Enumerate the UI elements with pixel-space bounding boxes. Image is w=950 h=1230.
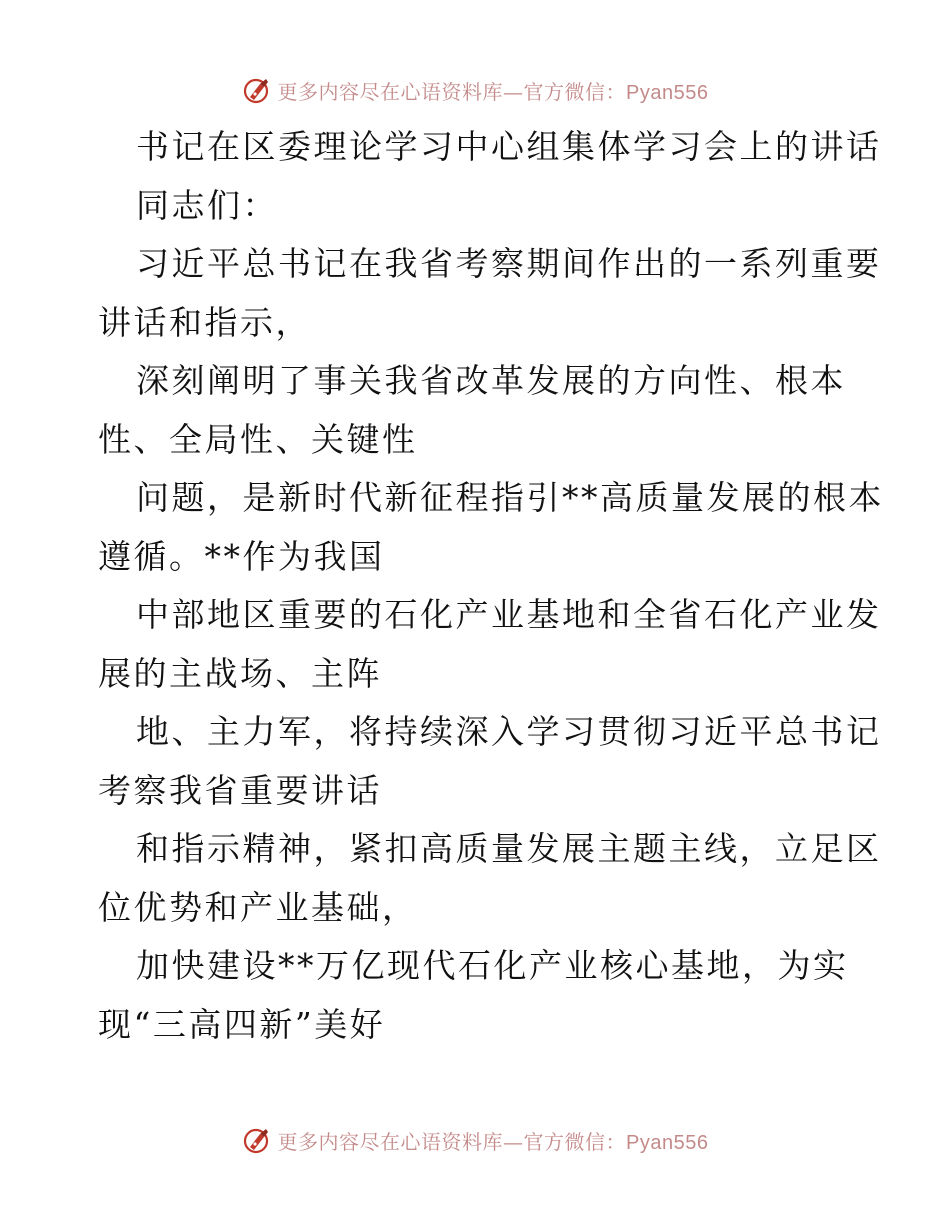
paragraph-line: 书记在区委理论学习中心组集体学习会上的讲话 <box>136 127 882 166</box>
banner-text <box>278 76 709 105</box>
paragraph-line: 遵循。**作为我国 <box>98 536 385 576</box>
paragraph-line: 中部地区重要的石化产业基地和全省石化产业发 <box>136 595 882 634</box>
banner-site-text: 更多内容尽在心语资料库 <box>277 79 504 104</box>
paragraph-line: 考察我省重要讲话 <box>98 770 382 810</box>
paragraph-line: 讲话和指示， <box>98 302 311 342</box>
paragraph-line: 习近平总书记在我省考察期间作出的一系列重要 <box>136 244 882 283</box>
banner-contact-label: 官方微信： <box>523 1129 627 1154</box>
document-body <box>98 118 884 1054</box>
banner-contact-id: Pyan556 <box>626 1131 709 1154</box>
pen-nib-logo-icon <box>242 1125 272 1155</box>
paragraph-line: 位优势和产业基础， <box>98 887 418 927</box>
paragraph-line: 加快建设**万亿现代石化产业核心基地，为实 <box>136 946 849 985</box>
paragraph-line: 同志们： <box>136 185 278 225</box>
banner-text <box>278 1126 709 1155</box>
paragraph-line: 展的主战场、主阵 <box>98 653 382 693</box>
banner-separator: — <box>503 1129 524 1154</box>
paragraph-line: 现“三高四新”美好 <box>98 1004 386 1044</box>
paragraph-line: 深刻阐明了事关我省改革发展的方向性、根本 <box>136 361 846 400</box>
pen-nib-logo-icon <box>242 75 272 105</box>
paragraph-line: 问题，是新时代新征程指引**高质量发展的根本 <box>136 478 884 517</box>
paragraph-line: 和指示精神，紧扣高质量发展主题主线，立足区 <box>136 829 882 868</box>
header-banner <box>0 70 950 110</box>
banner-separator: — <box>503 79 524 104</box>
paragraph-line: 地、主力军，将持续深入学习贯彻习近平总书记 <box>136 712 882 751</box>
banner-contact-label: 官方微信： <box>523 79 627 104</box>
footer-banner <box>0 1120 950 1160</box>
banner-site-text: 更多内容尽在心语资料库 <box>277 1129 504 1154</box>
banner-contact-id: Pyan556 <box>626 81 709 104</box>
paragraph-line: 性、全局性、关键性 <box>98 419 418 459</box>
